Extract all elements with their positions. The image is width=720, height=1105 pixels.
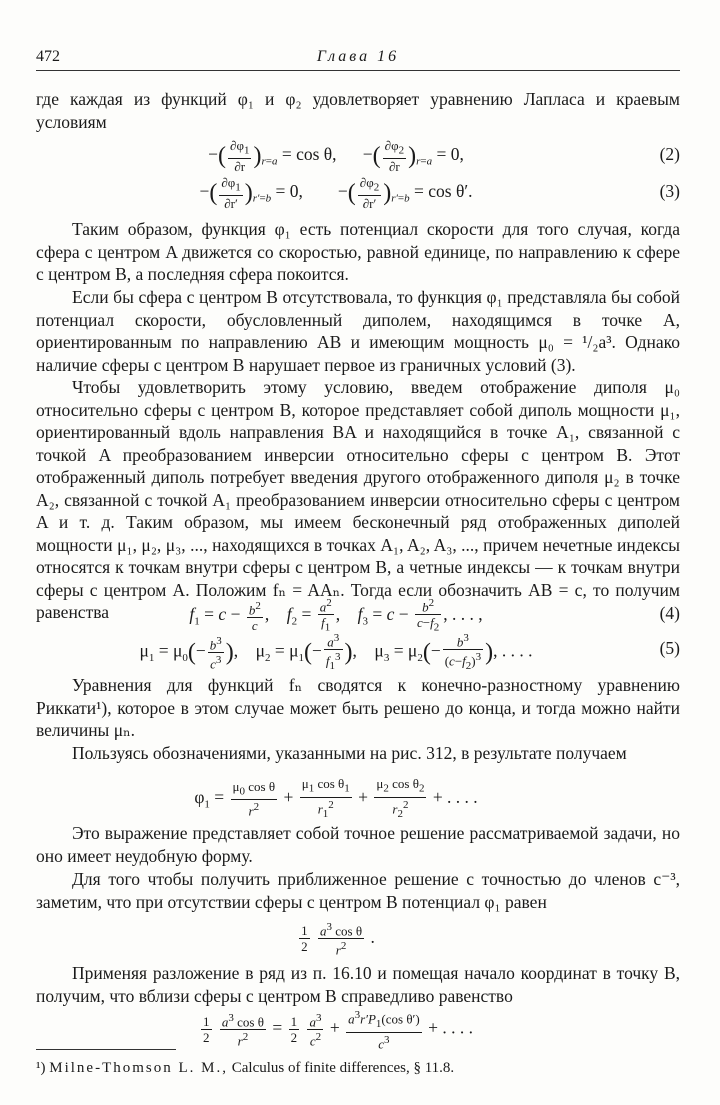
paragraph-9: [36, 962, 680, 1007]
footnote-author: Milne-Thomson L. M.,: [49, 1060, 228, 1076]
equation-expansion: [36, 1008, 680, 1052]
equation-dipole: [36, 920, 680, 958]
header-rule: [36, 70, 680, 71]
paragraph-3-text: Если бы сфера с центром B отсутствовала, то функция φ₁ представляла бы собой потенциал скорости, обусловленный диполем, находящимся в точке A, ориентированным по направлению AB и имеющим мощность μ₀ = ¹/₂a³. Однако наличие сферы с центром B нарушает первое из граничных условий (3).: [36, 287, 680, 375]
paragraph-8-text: Для того чтобы получить приближенное решение с точностью до членов c⁻³, заметим, что при отсутствии сферы с центром B потенциал φ₁ равен: [36, 869, 680, 912]
equation-4-number: (4): [659, 603, 680, 623]
equation-2-body: −( $\frac{\partial\varphi_1}{\partial r}$ )$_{r=a} = \cos \theta$, −( $\frac{\partial\varphi_2}{\partial r}$ )$_{r=a} = 0$,: [208, 137, 464, 175]
paragraph-8: [36, 868, 680, 913]
paragraph-1: [36, 88, 680, 133]
paragraph-9-text: Применяя разложение в ряд из п. 16.10 и помещая начало координат в точку B, получим, что вблизи сферы с центром B справедливо равенство: [36, 963, 680, 1006]
equation-3-number: (3): [659, 181, 680, 201]
paragraph-5: [36, 674, 680, 742]
equation-2: [36, 137, 680, 175]
equation-phi-body: $\varphi_1$ = $\frac{\mu_0 \cos \theta}{r^2}$ + $\frac{\mu_1 \cos \theta_1}{r_1^2}$ + $\frac{\mu_2 \cos \theta_2}{r_2^2}$ + . . . .: [194, 776, 478, 820]
equation-2-number: (2): [659, 144, 680, 164]
paragraph-1-text: где каждая из функций φ₁ и φ₂ удовлетворяет уравнению Лапласа и краевым условиям: [36, 89, 680, 132]
footnote-rule: [36, 1049, 176, 1050]
equation-phi: [36, 776, 680, 820]
page-header: [36, 48, 680, 72]
paragraph-7-text: Это выражение представляет собой точное решение рассматриваемой задачи, но оно имеет неудобную форму.: [36, 823, 680, 866]
paragraph-2-text: Таким образом, функция φ₁ есть потенциал скорости для того случая, когда сфера с центром A движется со скоростью, равной единице, по направлению к сфере с центром B, а последняя сфера покоится.: [36, 219, 680, 284]
paragraph-4: [36, 376, 680, 624]
chapter-title: Глава 16: [316, 48, 400, 65]
paragraph-6: [36, 742, 680, 765]
paragraph-7: [36, 822, 680, 867]
equation-3-body: −( $\frac{\partial\varphi_1}{\partial r'}$ )$_{r'=b} = 0$, −( $\frac{\partial\varphi_2}{\partial r'}$ )$_{r'=b} = \cos \theta'$.: [199, 174, 473, 212]
equation-5: [36, 631, 680, 673]
paragraph-5-text: Уравнения для функций fₙ сводятся к конечно-разностному уравнению Риккати¹), которое в этом случае может быть решено до конца, и тогда можно найти величины μₙ.: [36, 675, 680, 740]
equation-4-body: $f_1 = c$ − $\frac{b^2}{c}$ , $f_2$ = $\frac{a^2}{f_1}$ , $f_3 = c$ − $\frac{b^2}{c-f_2}$ , . . . ,: [189, 597, 483, 634]
equation-expansion-body: $\frac{1}{2}$ $\frac{a^3 \cos \theta}{r^2}$ = $\frac{1}{2}$ $\frac{a^3}{c^2}$ + $\frac{a^3r'P_1(\cos \theta')}{c^3}$ + . . . .: [203, 1009, 473, 1052]
equation-dipole-body: $\frac{1}{2}$ $\frac{a^3 \cos \theta}{r^2}$ .: [301, 921, 375, 958]
equation-4: [36, 596, 680, 634]
footnote-text: Calculus of finite differences, § 11.8.: [231, 1060, 455, 1076]
book-page: [36, 0, 680, 1105]
equation-5-body: $\mu_1 = \mu_0(-$ $\frac{b^3}{c^3}$ ), $\mu_2 = \mu_1(-$ $\frac{a^3}{f_1^3}$ ), $\mu_3 = \mu_2(-$ $\frac{b^3}{(c-f_2)^3}$ ), . . . .: [139, 632, 533, 673]
equation-3: [36, 174, 680, 212]
page-number: 472: [36, 48, 60, 65]
paragraph-4-text: Чтобы удовлетворить этому условию, введем отображение диполя μ₀ относительно сферы с центром B, которое представляет собой диполь мощности μ₁, ориентированный вдоль направления BA и находящийся в точке A₁, связанной с точкой A преобразованием инверсии относительно сферы с центром B. Этот отображенный диполь потребует введения другого отображенного диполя μ₂ в точке A₂, связанной с точкой A₁ преобразованием инверсии относительно сферы с центром A и т. д. Таким образом, мы имеем бесконечный ряд отображенных диполей мощности μ₁, μ₂, μ₃, ..., находящихся в точках A₁, A₂, A₃, ..., причем нечетные индексы относятся к точкам внутри сферы с центром B, а четные индексы — к точкам внутри сферы с центром A. Положим fₙ = AAₙ. Тогда если обозначить AB = c, то получим равенства: [36, 377, 680, 622]
footnote: [36, 1060, 454, 1077]
equation-5-number: (5): [659, 638, 680, 658]
footnote-mark: ¹): [36, 1060, 46, 1076]
paragraph-6-text: Пользуясь обозначениями, указанными на рис. 312, в результате получаем: [72, 743, 627, 763]
paragraph-3: [36, 286, 680, 376]
paragraph-2: [36, 218, 680, 286]
